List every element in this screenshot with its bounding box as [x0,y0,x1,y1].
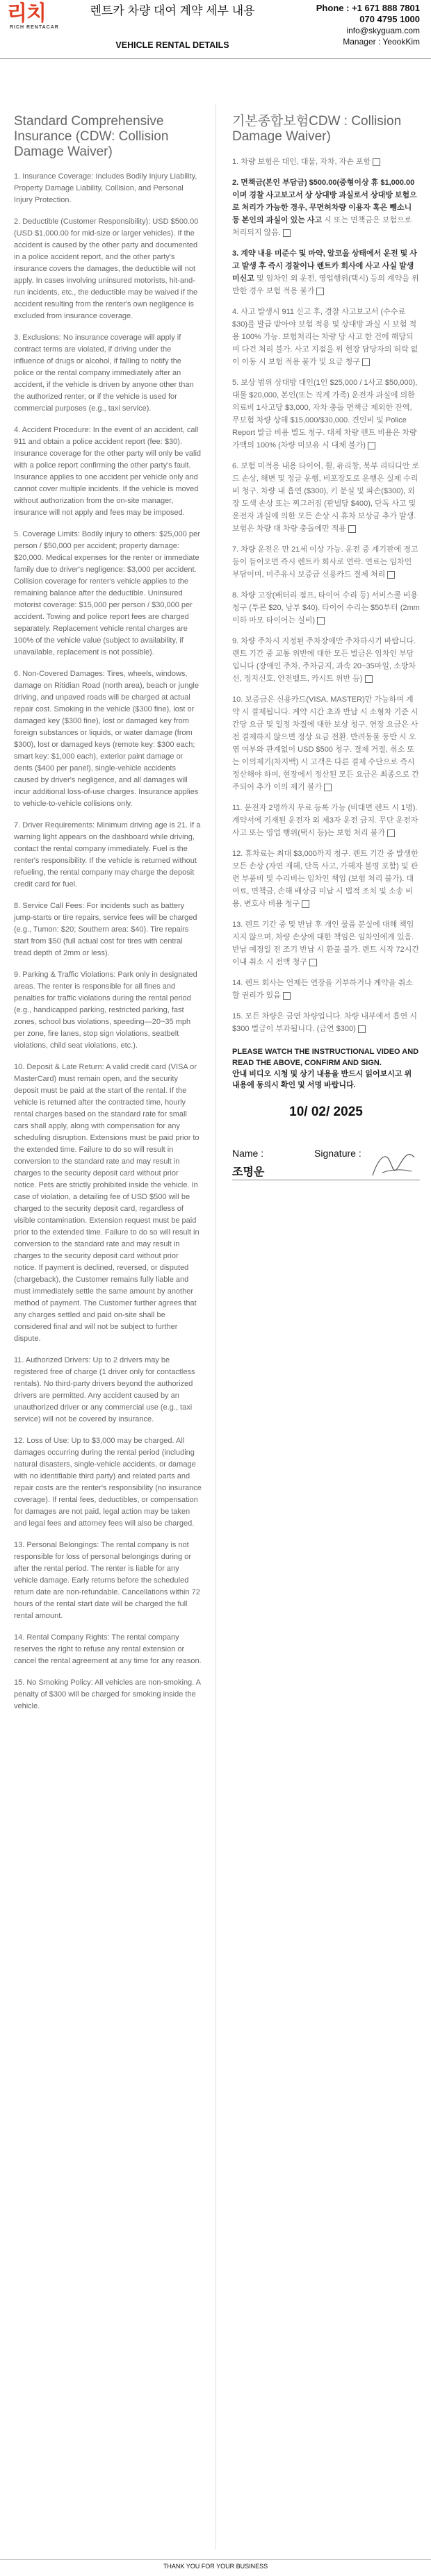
agree-checkbox[interactable] [348,525,356,533]
english-section-title: Standard Comprehensive Insurance (CDW: Collision Damage Waiver) [14,114,169,159]
clause-8: 8. Service Call Fees: For incidents such as battery jump-starts or tire repairs, service fees will be charged (e.g., Tumon: $20; Southern area: $40). Tire repairs start from $50 (full actual cost for tires with central tread depth of 2mm or less). [14,902,197,957]
clause-1: 1. Insurance Coverage: Includes Bodily Injury Liability, Property Damage Liability, Collision, and Personal Injury Protection. [14,172,197,204]
header-divider [0,58,431,59]
korean-section-title: 기본종합보험CDW : Collision Damage Waiver) [232,114,402,144]
name-label: Name : [232,1148,264,1159]
korean-clause-12: 12. 휴차료는 최대 $3,000까지 청구. 렌트 기간 중 발생한 모든 손상 (자연 재해, 단독 사고, 가해자 불명 포함) 및 관련 부품비 및 수리비는 임차인 책임 (보험 처리 불가). 대여료, 면책금, 손해 배상금 미납 시 법적 조치 및 소송 비용, 변호사 비용 청구 [232,850,418,908]
korean-clause-5: 5. 보상 범위 상대방 대인(1인 $25,000 / 1사고 $50,000), 대물 $20,000, 본인(또는 직계 가족) 운전자 과실에 의한 의료비 1사고당 $3,000, 자차 충돌 면책금 제외한 잔액, 무보험 차량 상해 $15,000/$30,000. 견인비 및 Police Report 발급 비용 별도 청구. 대체 차량 렌트 비용은 차량가액의 100% (차량 미보유 시 대체 불가) [232,379,418,449]
phone-number-secondary: 070 4795 1000 [359,14,420,24]
agree-checkbox[interactable] [316,288,324,295]
clause-10: 10. Deposit & Late Return: A valid credit card (VISA or MasterCard) must remain open, and the security deposit must be paid at the start of the rental. If the vehicle is returned after the contracted time, hourly rental charges based on the standard rate for small cars shall apply, along with compensation for any scheduling disruption. Extensions must be paid prior to the extended time. Failure to do so will result in conversion to the standard rate and may result in charges to the security deposit card without prior notice. Pets are strictly prohibited inside the vehicle. In case of violation, a detailing fee of USD $500 will be charged to the security deposit card, regardless of visible contamination. Extension request must be paid prior to the extended time. Failure to do so will result in conversion to the standard rate and may result in charges to the security deposit card without prior notice. If payment is declined, reversed, or disputed (chargeback), the Customer remains fully liable and must immediately settle the same amount by another method of payment. The Customer further agrees that any charges settled and paid on-site shall be considered final and will not be subject to further dispute. [14,1063,200,1343]
signature-label: Signature : [314,1148,361,1159]
clause-7: 7. Driver Requirements: Minimum driving age is 21. If a warning light appears on the dashboard while driving, contact the rental company immediately. Fuel is the renter's responsibility. If the vehicle is returned without refueling, the rental company may charge the deposit credit card for fuel. [14,821,201,889]
agree-checkbox[interactable] [362,358,370,366]
notice-english: PLEASE WATCH THE INSTRUCTIONAL VIDEO AND READ THE ABOVE, CONFIRM AND SIGN. [232,1048,419,1067]
logo-korean-text: 리치 [7,2,46,25]
agree-checkbox[interactable] [302,900,309,908]
signature-date: 10/ 02/ 2025 [289,1105,363,1119]
email-address: info@skyguam.com [346,26,420,35]
clause-11: 11. Authorized Drivers: Up to 2 drivers may be registered free of charge (1 driver only for contactless rentals). No third-party drivers beyond the authorized drivers are permitted. Any accident caused by an unauthorized driver or any commercial use (e.g., taxi service) will not be covered by insurance. [14,1356,195,1423]
clause-5: 5. Coverage Limits: Bodily injury to others: $25,000 per person / $50,000 per accident; property damage: $20,000. Medical expenses for the renter or immediate family due to driver's negligence: $3,000 per accident. Collision coverage for renter's vehicle applies to the remaining balance after the deductible. Uninsured motorist coverage: $15,000 per person / $30,000 per accident. Towing and police report fees are charged separately. Replacement vehicle rental charges are 100% of the vehicle value (subject to availability, if unavailable, replacement is not possible). [14,530,200,657]
signature-block [232,1148,420,1210]
confirmation-notice [232,1046,420,1091]
clause-3: 3. Exclusions: No insurance coverage will apply if contract terms are violated, if driving under the influence of drugs or alcohol, if falling to notify the police or the rental company immediately after an accident, if the vehicle is driven by anyone other than the authorized renter, or if the vehicle is used for commercial purposes (e.g., taxi service). [14,333,194,413]
clause-6: 6. Non-Covered Damages: Tires, wheels, windows, damage on Ritidian Road (north area), beach or jungle driving, and unpaved roads will be charged at actual repair cost. Smoking in the vehicle ($300 fine), lost or damaged key ($300 fine), lost or damaged key from foreign substances or liquids, or water damage (from $300), lost or damaged keys (remote key: $300 each; smart key: $1,000 each), exterior paint damage or dents ($400 per panel), single-vehicle accidents caused by driver's negligence, and all damages will incur additional loss-of-use charges. Insurance applies to vehicle-to-vehicle collisions only. [14,670,199,808]
korean-clause-9: 9. 차량 주차시 지정된 주차장에만 주차하시기 바랍니다. 렌트 기간 중 교통 위반에 대한 모든 벌금은 임차인 부담입니다 (장애인 주차, 주차금지, 과속 20~35마일, 소방차선, 정지신호, 안전벨트, 카시트 위반 등) [232,637,416,683]
korean-clause-4: 4. 사고 발생시 911 신고 후, 경찰 사고보고서 (수수료 $30)를 발급 받아야 보험 적용 및 상대방 과실 시 보험 적용 100% 가능. 보험처리는 차량 당 사고 한 건에 해당되며 다건 처리 불가. 사고 지점을 위 현장 담당자의 허락 없이 이동 시 보험 적용 불가 및 요금 청구 [232,308,418,366]
renter-name: 조명운 [232,1166,265,1178]
manager-name: Manager : YeookKim [343,37,420,47]
agree-checkbox[interactable] [283,229,291,237]
agree-checkbox[interactable] [365,675,373,683]
korean-clause-8: 8. 차량 고장(배터리 점프, 타이어 수리 등) 서비스콜 비용 청구 (투몬 $20, 남부 $40). 타이어 수리는 $50부터 (2mm 이하 마모 타이어는 실비) [232,591,420,625]
clause-9: 9. Parking & Traffic Violations: Park only in designated areas. The renter is responsible for all fines and penalties for traffic violations during the rental period (e.g., handicapped parking, restricted parking, fast zones, school bus violations, speeding—20~35 mph per zone, fire lanes, stop sign violations, seatbelt violations, child seat violations, etc.). [14,971,197,1050]
phone-number: Phone : +1 671 888 7801 [316,3,420,13]
footer-message: THANK YOU FOR YOUR BUSINESS [163,2563,268,2570]
agree-checkbox[interactable] [283,992,291,1000]
korean-clause-3: 3. 계약 내용 미준수 및 마약, 알코올 상태에서 운전 및 사고 발생 후 즉시 경찰이나 렌트카 회사에 사고 사실 발생 미신고 및 임차인 외 운전, 영업행위(택시) 등의 계약을 위반한 경우 보험 적용 불가 [232,249,419,295]
document-header [0,0,431,60]
clause-15: 15. No Smoking Policy: All vehicles are non-smoking. A penalty of $300 will be charged for smoking inside the vehicle. [14,1678,201,1710]
korean-clause-11: 11. 운전자 2명까지 무료 등록 가능 (비대면 렌트 시 1명). 계약서에 기재된 운전자 외 제3자 운전 금지. 무단 운전자 사고 또는 영업 행위(택시 등)는 보험 처리 불가 [232,804,418,837]
english-terms-column [14,114,202,1722]
document-title-korean: 렌트카 차량 대여 계약 세부 내용 [90,4,255,17]
company-logo [7,3,61,33]
agree-checkbox[interactable] [358,1025,366,1033]
clause-2: 2. Deductible (Customer Responsibility): USD $500.00 (USD $1,000.00 for mid-size or larger vehicles). If the accident is caused by the other party and documented in a police accident report, and the other party's insurance covers the damages, the deductible will not apply. In cases involving uninsured motorists, hit-and-run incidents, etc., the deductible may be waived if the accident resulting from the renter's own negligence is excluded from insurance coverage. [14,217,199,320]
clause-13: 13. Personal Belongings: The rental company is not responsible for loss of personal belongings during or after the rental period. The renter is liable for any vehicle damage. Early returns before the scheduled return date are non-refundable. Cancellations within 72 hours of the rental start date will be charged the full rental amount. [14,1541,200,1620]
clause-14: 14. Rental Company Rights: The rental company reserves the right to refuse any rental extension or cancel the rental agreement at any time for any reason. [14,1633,202,1665]
agree-checkbox[interactable] [373,158,380,166]
agree-checkbox[interactable] [309,959,317,966]
agree-checkbox[interactable] [317,617,325,625]
korean-clause-6: 6. 보험 미적용 내용 타이어, 휠, 유리창, 북부 리티디안 로드 손상, 해변 및 정글 운행, 비포장도로 운행은 실제 수리비 청구. 차량 내 흡연 ($300), 키 분실 및 파손($300), 외장 도색 손상 또는 찌그러짐 (판넬당 $400), 단독 사고 및 운전자 과실에 의한 모든 손상 시 휴차 보상금 추가 발생. 보험은 차량 대 차량 충돌에만 적용 [232,462,419,533]
korean-clause-15: 15. 모든 차량은 금연 차량입니다. 차량 내부에서 흡연 시 $300 벌금이 부과됩니다. (금연 $300) [232,1012,417,1033]
korean-clause-1: 1. 차량 보험은 대인, 대물, 자차, 자손 포함 [232,156,420,168]
korean-clause-2: 2. 면책금(본인 부담금) $500.00(중형이상 휴 $1,000.00이며 경찰 사고보고서 상 상대방 과실로서 상대방 보험으로 처리가 가능한 경우, 무면허차량 이용자 혹은 뺑소니 등 본인의 과실이 있는 사고 시 또는 면책금은 보험으로 처리되지 않음. [232,179,417,237]
agree-checkbox[interactable] [387,829,395,837]
korean-clause-7: 7. 차량 운전은 만 21세 이상 가능. 운전 중 계기판에 경고등이 들어오면 즉시 렌트카 회사로 연락. 연료는 임차인 부담이며, 미주유시 보증금 신용카드 결제 처리 [232,545,418,579]
footer-divider [0,2559,431,2560]
agree-checkbox[interactable] [368,442,375,449]
korean-clause-14: 14. 렌트 회사는 언제든 연장을 거부하거나 계약을 취소할 권리가 있음 [232,979,413,1000]
korean-terms-column [232,114,420,1210]
clause-12: 12. Loss of Use: Up to $3,000 may be charged. All damages occurring during the rental period (including natural disasters, single-vehicle accidents, or damage with no identifiable third party) and related parts and repair costs are the renter's responsibility (no insurance coverage). If rental fees, deductibles, or compensation for damages are not paid, legal action may be taken and legal fees and attorney fees will also be charged. [14,1437,202,1528]
logo-english-text: RICH RENTACAR [10,25,59,30]
agree-checkbox[interactable] [387,571,395,579]
document-title-english: VEHICLE RENTAL DETAILS [115,40,229,50]
clause-4: 4. Accident Procedure: In the event of an accident, call 911 and obtain a police accident report (fee: $30). Insurance coverage for the other party will only be valid with a police report confirming the other party's fault. Insurance applies to one accident per vehicle only and cannot cover multiple incidents. If the vehicle is moved without authorization from the on-site manager, insurance will not apply and fees may be imposed. [14,426,202,517]
notice-korean: 안내 비디오 시청 및 상기 내용을 반드시 읽어보시고 위 내용에 동의시 확인 및 서명 바랍니다. [232,1070,412,1089]
korean-clause-10: 10. 보증금은 신용카드(VISA, MASTER)만 가능하며 계약 시 결제됩니다. 계약 시간 초과 반납 시 소형차 기준 시간당 요금 및 일정 차질에 대한 보상 청구. 연장 요금은 사전 결제하지 않으면 정상 요금 전환. 반려동물 동반 시 오염 여부와 관계없이 USD $500 청구. 결제 거절, 취소 또는 이의제기(차지백) 시 고객은 다른 결제 수단으로 즉시 정산해야 하며, 현장에서 정산된 모든 요금은 최종으로 간주되어 추가 이의 제기 불가 [232,695,419,791]
korean-clause-13: 13. 렌트 기간 중 및 반납 후 개인 물품 분실에 대해 책임지지 않으며, 차량 손상에 대한 책임은 임차인에게 있음. 반납 예정일 전 조기 반납 시 환불 불가. 렌트 시작 72시간 이내 취소 시 전액 청구 [232,920,419,966]
contact-info [316,3,420,47]
agree-checkbox[interactable] [324,784,332,791]
